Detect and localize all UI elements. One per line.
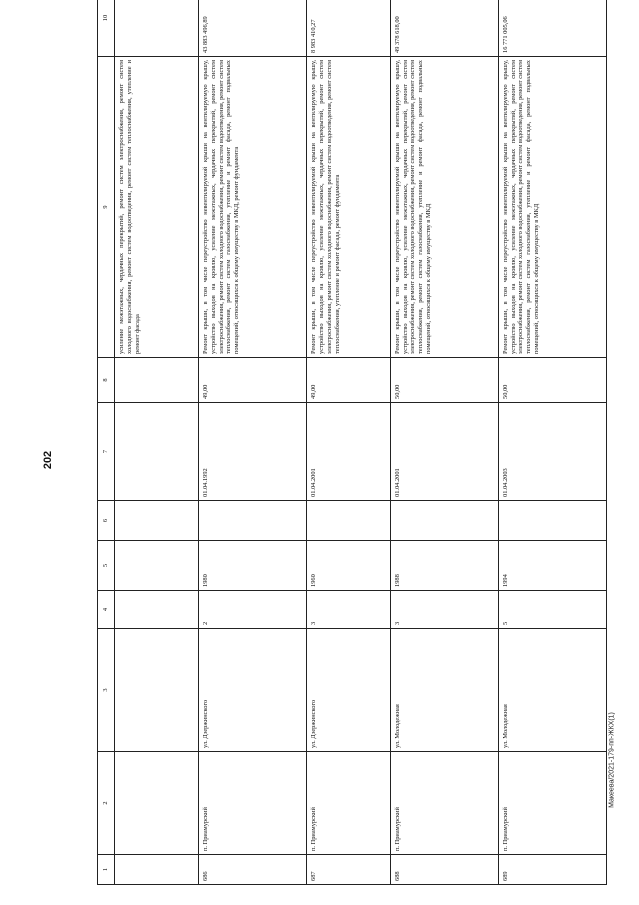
settlement-cell: п. Приамурский: [498, 752, 606, 855]
cell-empty: [115, 629, 199, 752]
date-cell: 01.04.1992: [198, 403, 306, 501]
year-cell: 1988: [390, 541, 498, 591]
cost-cell: 43 883 496,89: [198, 0, 306, 57]
year-cell: 1960: [307, 541, 391, 591]
row-id: 686: [198, 855, 306, 885]
document-footer: Макеева/2021-179-пп-ЖКХ(1): [608, 712, 616, 808]
column-number-row: [98, 0, 115, 885]
repair-program-table: [97, 0, 607, 885]
cost-cell: 8 983 410,27: [307, 0, 391, 57]
year-cell: 1994: [498, 541, 606, 591]
date-cell: 01.04.2003: [498, 403, 606, 501]
column-header-3: 3: [98, 629, 115, 752]
street-cell: ул. Дзержинского: [198, 629, 306, 752]
column-header-7: 7: [98, 403, 115, 501]
work-cell: Ремонт крыши, в том числе переустройство невентилируемой крыши на вентилируемую крышу, устройство выходов на кровлю, усиление межэтажных, чердачных перекрытий, ремонт систем электроснабжения, ремонт систем холодного водоснабжения, ремонт систем водоотведения, ремонт систем теплоснабжения, ремонт систем газоснабжения, утепление и ремонт фасада, ремонт подвальных помещений, относящихся к общему имуществу в МКД: [498, 57, 606, 358]
cell-empty: [115, 0, 199, 57]
cell-empty: [115, 752, 199, 855]
house-cell: 3: [307, 591, 391, 629]
street-cell: ул. Молодежная: [498, 629, 606, 752]
cell-empty: [115, 541, 199, 591]
work-cell: Ремонт крыши, в том числе переустройство невентилируемой крыши на вентилируемую крышу, устройство выходов на кровлю, усиление межэтажных, чердачных перекрытий, ремонт систем электроснабжения, ремонт систем холодного водоснабжения, ремонт систем водоотведения, ремонт систем теплоснабжения, утепление и ремонт фасада, ремонт фундамента: [307, 57, 391, 358]
work-cell: Ремонт крыши, в том числе переустройство невентилируемой крыши на вентилируемую крышу, устройство выходов на кровлю, усиление межэтажных, чердачных перекрытий, ремонт систем электроснабжения, ремонт систем холодного водоснабжения, ремонт систем водоотведения, ремонт систем теплоснабжения, ремонт систем газоснабжения, утепление и ремонт фасада, ремонт подвальных помещений, относящихся к общему имуществу в МКД: [390, 57, 498, 358]
col6-cell: [390, 501, 498, 541]
settlement-cell: п. Приамурский: [390, 752, 498, 855]
cost-cell: 49 378 618,00: [390, 0, 498, 57]
column-header-9: 9: [98, 57, 115, 358]
col6-cell: [307, 501, 391, 541]
wear-cell: 49,00: [198, 358, 306, 403]
table-row: [198, 0, 306, 885]
continuation-row: [115, 0, 199, 885]
table-row: [498, 0, 606, 885]
wear-cell: 49,00: [307, 358, 391, 403]
street-cell: ул. Дзержинского: [307, 629, 391, 752]
date-cell: 01.04.2001: [307, 403, 391, 501]
row-id: 688: [390, 855, 498, 885]
row-id: 687: [307, 855, 391, 885]
house-cell: 2: [198, 591, 306, 629]
column-header-2: 2: [98, 752, 115, 855]
table-row: [390, 0, 498, 885]
page-number: 202: [42, 450, 54, 470]
settlement-cell: п. Приамурский: [198, 752, 306, 855]
house-cell: 5: [498, 591, 606, 629]
cell-empty: [115, 358, 199, 403]
table-row: [307, 0, 391, 885]
column-header-5: 5: [98, 541, 115, 591]
work-cell: Ремонт крыши, в том числе переустройство невентилируемой крыши на вентилируемую крышу, устройство выходов на кровлю, усиление межэтажных, чердачных перекрытий, ремонт систем электроснабжения, ремонт систем холодного водоснабжения, ремонт систем водоотведения, ремонт систем теплоснабжения, ремонт систем газоснабжения, утепление и ремонт фасада, ремонт подвальных помещений, относящихся к общему имуществу в МКД, ремонт фундамента: [198, 57, 306, 358]
column-header-10: 10: [98, 0, 115, 57]
cell-empty: [115, 501, 199, 541]
continuation-work-cell: усиление межэтажных, чердачных перекрытий, ремонт систем электроснабжения, ремонт систем холодного водоснабжения, ремонт систем водоотведения, ремонт систем теплоснабжения, утепление и ремонт фасада: [115, 57, 199, 358]
column-header-8: 8: [98, 358, 115, 403]
house-cell: 3: [390, 591, 498, 629]
column-header-6: 6: [98, 501, 115, 541]
rotated-table-container: [97, 10, 607, 885]
date-cell: 01.04.2001: [390, 403, 498, 501]
table-frame: [97, 10, 607, 885]
column-header-1: 1: [98, 855, 115, 885]
street-cell: ул. Молодежная: [390, 629, 498, 752]
cell-empty: [115, 403, 199, 501]
wear-cell: 50,00: [390, 358, 498, 403]
wear-cell: 50,00: [498, 358, 606, 403]
year-cell: 1980: [198, 541, 306, 591]
column-header-4: 4: [98, 591, 115, 629]
col6-cell: [498, 501, 606, 541]
col6-cell: [198, 501, 306, 541]
cost-cell: 16 771 005,06: [498, 0, 606, 57]
row-id: 689: [498, 855, 606, 885]
cell-empty: [115, 591, 199, 629]
cell-empty: [115, 855, 199, 885]
settlement-cell: п. Приамурский: [307, 752, 391, 855]
